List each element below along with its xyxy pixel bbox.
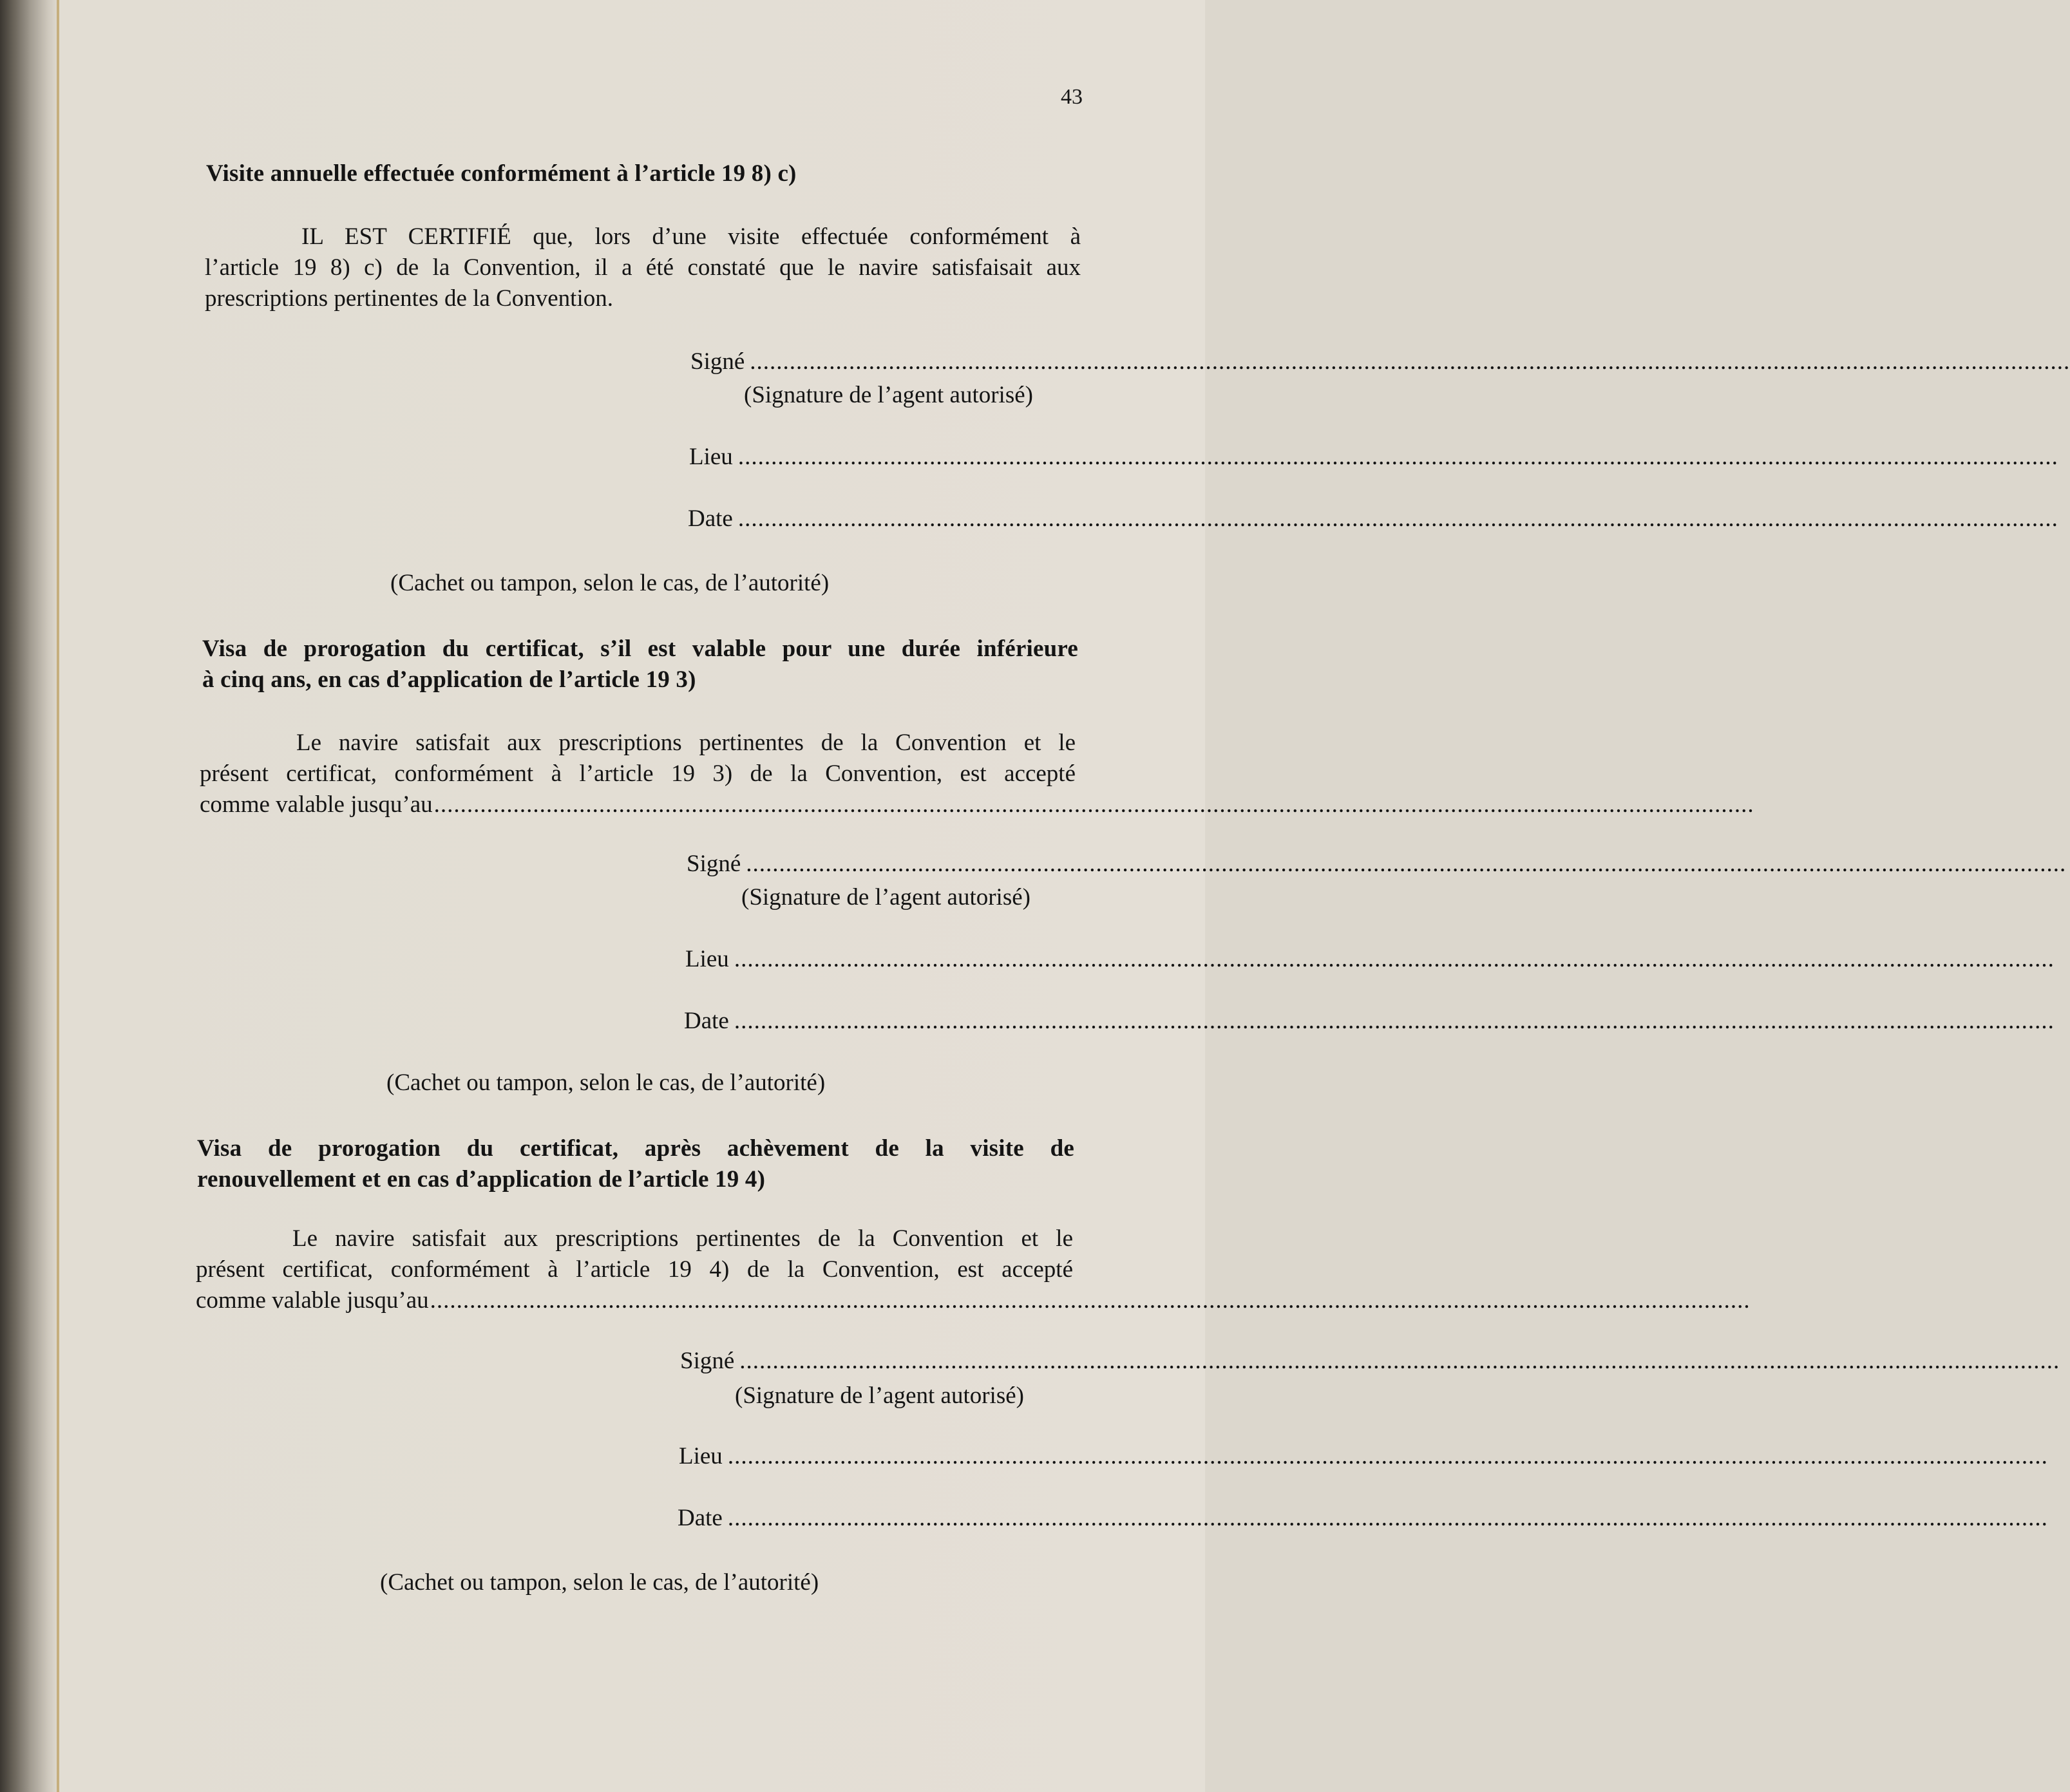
signed-field[interactable] <box>690 348 2070 376</box>
date-field[interactable] <box>684 1007 2055 1035</box>
valid-until-blank: ........................................................................................................................................................................................................ <box>433 791 1754 818</box>
paragraph-line: présent certificat, conformément à l’article 19 4) de la Convention, est accepté <box>196 1256 1073 1283</box>
signature-blank: ........................................................................................................................................................................................................ <box>746 851 2067 877</box>
paragraph-line: présent certificat, conformément à l’article 19 3) de la Convention, est accepté <box>200 760 1076 787</box>
section-heading-annual-survey <box>206 158 1082 189</box>
date-field[interactable] <box>688 505 2058 533</box>
signature-blank: ........................................................................................................................................................................................................ <box>750 348 2070 375</box>
place-blank: ........................................................................................................................................................................................................ <box>737 444 2058 470</box>
book-binding-shadow <box>0 0 59 1792</box>
signed-field[interactable] <box>687 850 2067 878</box>
date-blank: ........................................................................................................................................................................................................ <box>737 505 2058 532</box>
renewal-paragraph <box>196 1223 1751 1316</box>
valid-until-field[interactable] <box>200 789 1754 820</box>
valid-until-label: comme valable jusqu’au <box>196 1287 429 1314</box>
date-label: Date <box>688 505 733 532</box>
signature-caption: (Signature de l’agent autorisé) <box>735 1382 1024 1409</box>
place-blank: ........................................................................................................................................................................................................ <box>727 1443 2048 1469</box>
signature-blank: ........................................................................................................................................................................................................ <box>739 1348 2060 1374</box>
valid-until-blank: ........................................................................................................................................................................................................ <box>430 1287 1751 1314</box>
heading-line: Visa de prorogation du certificat, après achèvement de la visite de <box>197 1135 1074 1162</box>
place-label: Lieu <box>689 444 733 470</box>
place-blank: ........................................................................................................................................................................................................ <box>734 946 2055 972</box>
page-number: 43 <box>1061 85 1083 109</box>
section-heading-extension-short-validity <box>202 634 1078 695</box>
paragraph-line: IL EST CERTIFIÉ que, lors d’une visite effectuée conformément à <box>301 223 1081 250</box>
paragraph-line: Le navire satisfait aux prescriptions pertinentes de la Convention et le <box>296 730 1076 756</box>
signed-field[interactable] <box>680 1347 2060 1375</box>
authority-stamp-note: (Cachet ou tampon, selon le cas, de l’autorité) <box>386 1070 826 1096</box>
place-label: Lieu <box>679 1443 723 1469</box>
authority-stamp-note: (Cachet ou tampon, selon le cas, de l’autorité) <box>380 1569 819 1596</box>
paragraph-line: l’article 19 8) c) de la Convention, il a été constaté que le navire satisfaisait aux <box>205 254 1081 281</box>
date-field[interactable] <box>678 1504 2048 1533</box>
heading-line: Visite annuelle effectuée conformément à l’article 19 8) c) <box>206 160 797 187</box>
paragraph-line: prescriptions pertinentes de la Convention. <box>205 285 613 312</box>
signed-label: Signé <box>680 1348 735 1374</box>
signed-label: Signé <box>687 851 741 877</box>
extension-paragraph <box>200 728 1754 820</box>
date-blank: ........................................................................................................................................................................................................ <box>734 1008 2055 1034</box>
signature-caption: (Signature de l’agent autorisé) <box>741 884 1030 910</box>
authority-stamp-note: (Cachet ou tampon, selon le cas, de l’autorité) <box>390 570 830 596</box>
paragraph-line: Le navire satisfait aux prescriptions pertinentes de la Convention et le <box>292 1225 1073 1252</box>
place-field[interactable] <box>685 945 2055 974</box>
date-label: Date <box>678 1505 723 1531</box>
heading-line: Visa de prorogation du certificat, s’il est valable pour une durée inférieure <box>202 636 1078 662</box>
signed-label: Signé <box>690 348 745 375</box>
page-edge <box>57 0 59 1792</box>
place-field[interactable] <box>679 1442 2048 1471</box>
valid-until-label: comme valable jusqu’au <box>200 791 433 818</box>
date-blank: ........................................................................................................................................................................................................ <box>727 1505 2048 1531</box>
section-heading-extension-renewal <box>197 1133 1074 1195</box>
certification-paragraph <box>205 222 1081 314</box>
place-field[interactable] <box>689 443 2058 471</box>
signature-caption: (Signature de l’agent autorisé) <box>744 382 1033 408</box>
heading-line: à cinq ans, en cas d’application de l’article 19 3) <box>202 666 696 693</box>
date-label: Date <box>684 1008 729 1034</box>
place-label: Lieu <box>685 946 729 972</box>
heading-line: renouvellement et en cas d’application de l’article 19 4) <box>197 1166 766 1193</box>
valid-until-field[interactable] <box>196 1285 1751 1316</box>
